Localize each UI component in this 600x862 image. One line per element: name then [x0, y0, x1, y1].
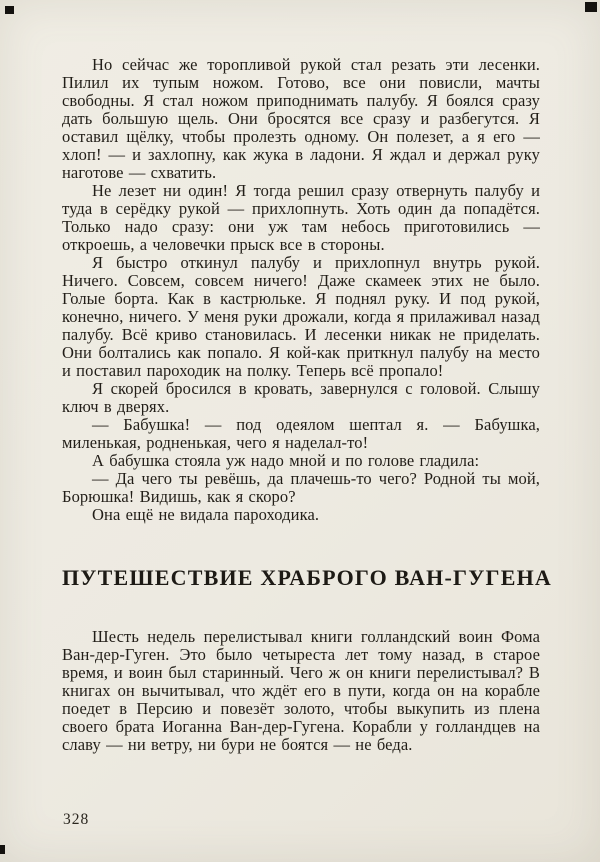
story-paragraph: Она ещё не видала пароходика. [92, 505, 320, 524]
scan-artifact-top-left [5, 6, 14, 14]
story-paragraph: — Да чего ты ревёшь, да плачешь-то чего? Родной ты мой, Борюшка! Видишь, как я скоро? [62, 469, 540, 506]
chapter-title: ПУТЕШЕСТВИЕ ХРАБРОГО ВАН-ГУГЕНА [62, 565, 553, 590]
page-text [62, 55, 553, 754]
story-paragraph: Не лезет ни один! Я тогда решил сразу отвернуть палубу и туда в серёдку рукой — прихлопнуть. Хоть один да попадётся. Только надо сразу: они уж там небось приготовились — откроешь, а человечки прыск все в стороны. [62, 181, 540, 254]
story-paragraph: Я скорей бросился в кровать, завернулся с головой. Слышу ключ в дверях. [62, 379, 540, 416]
scan-artifact-top-right [585, 2, 597, 12]
scan-artifact-bottom-left [0, 845, 5, 854]
story-paragraph: А бабушка стояла уж надо мной и по голове гладила: [92, 451, 480, 470]
page-number: 328 [63, 811, 90, 828]
story-paragraph: Шесть недель перелистывал книги голландский воин Фома Ван-дер-Гуген. Это было четыреста лет тому назад, в старое время, и воин был старинный. Чего ж он книги перелистывал? В книгах он вычитывал, что ждёт его в пути, когда он на корабле поедет в Персию и повезёт золото, чтобы выкупить из плена своего брата Иоганна Ван-дер-Гугена. Корабли у голландцев на славу — ни ветру, ни бури не боятся — не беда. [62, 627, 540, 754]
story-paragraph: Я быстро откинул палубу и прихлопнул внутрь рукой. Ничего. Совсем, совсем ничего! Даже скамеек этих не было. Голые борта. Как в кастрюльке. Я поднял руку. И под рукой, конечно, ничего. У меня руки дрожали, когда я прилаживал назад палубу. Всё криво становилась. И лесенки никак не приделать. Они болтались как попало. Я кой-как приткнул палубу на место и поставил пароходик на полку. Теперь всё пропало! [62, 253, 540, 380]
story-paragraph: Но сейчас же торопливой рукой стал резать эти лесенки. Пилил их тупым ножом. Готово, все они повисли, мачты свободны. Я стал ножом приподнимать палубу. Я боялся сразу дать большую щель. Они бросятся все сразу и разбегутся. Я оставил щёлку, чтобы пролезть одному. Он полезет, а я его — хлоп! — и захлопну, как жука в ладони. Я ждал и держал руку наготове — схватить. [62, 55, 540, 182]
story-paragraph: — Бабушка! — под одеялом шептал я. — Бабушка, миленькая, родненькая, чего я наделал-то! [62, 415, 540, 452]
